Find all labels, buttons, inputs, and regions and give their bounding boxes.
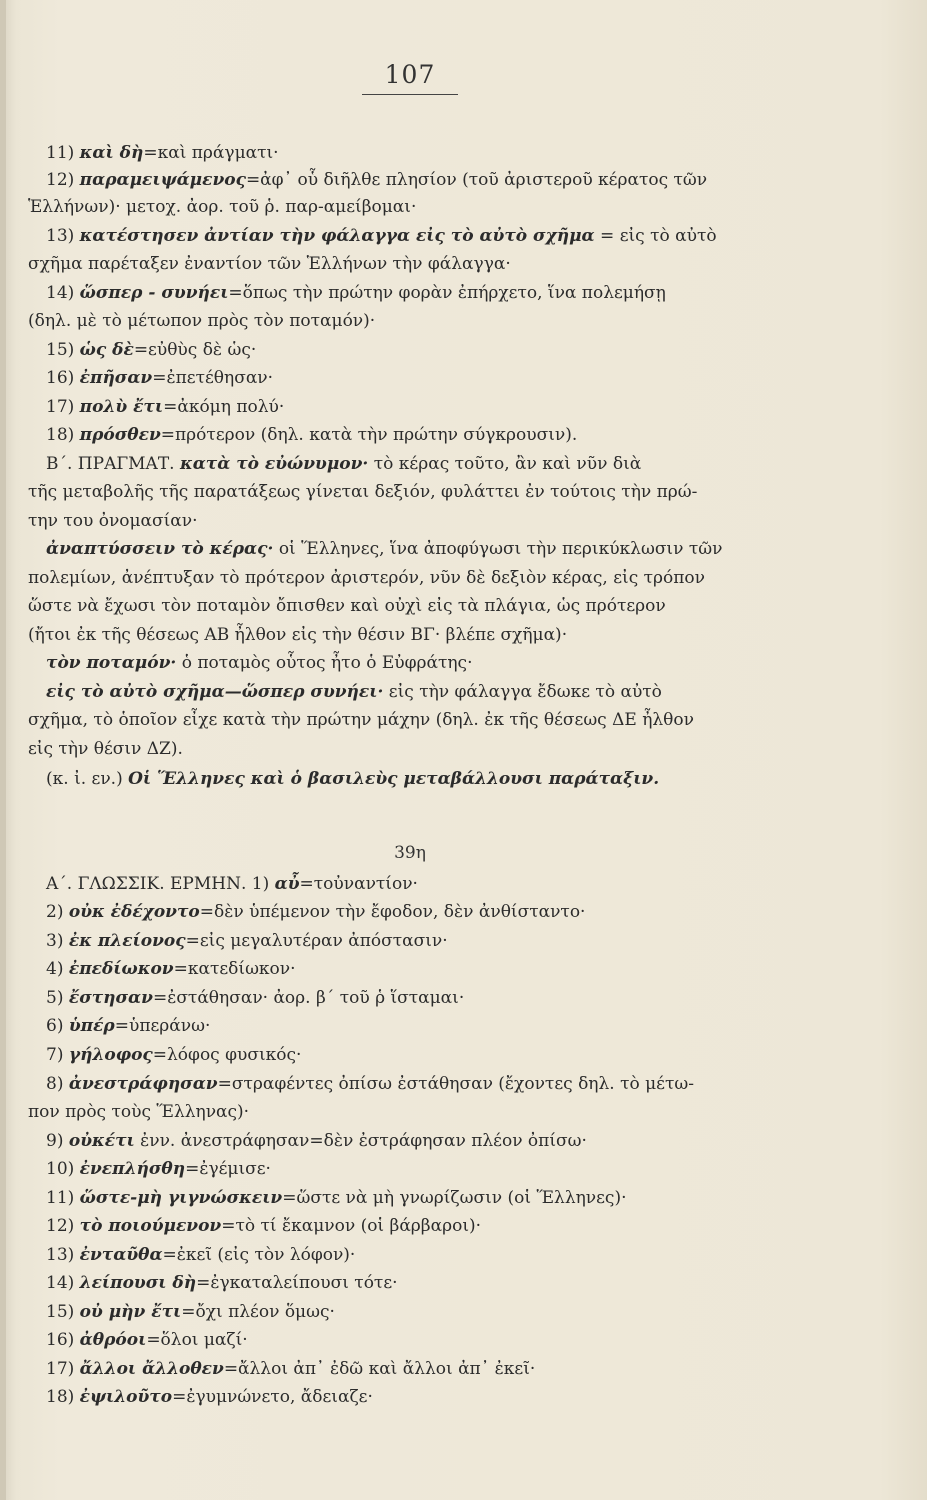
gloss-line: 18) ἐψιλοῦτο=ἐγυμνώνετο, ἄδειαζε·	[46, 1387, 373, 1407]
section-b-line: ὥστε νὰ ἔχωσι τὸν ποταμὸν ὄπισθεν καὶ οὐχὶ εἰς τὰ πλάγια, ὡς πρότερον	[28, 596, 666, 616]
section-b-line: τὸν ποταμόν· ὁ ποταμὸς οὗτος ἦτο ὁ Εὐφράτης·	[46, 653, 473, 673]
gloss-line: 16) ἀθρόοι=ὅλοι μαζί·	[46, 1330, 248, 1350]
section-b-heading: (κ. ἰ. εν.) Οἱ Ἕλληνες καὶ ὁ βασιλεὺς μεταβάλλουσι παράταξιν.	[46, 769, 660, 789]
gloss-line: 16) ἐπῆσαν=ἐπετέθησαν·	[46, 368, 274, 388]
gloss-line: πον πρὸς τοὺς Ἕλληνας)·	[28, 1102, 250, 1122]
gloss-line: 9) οὐκέτι ἐνν. ἀνεστράφησαν=δὲν ἐστράφησαν πλέον ὀπίσω·	[46, 1131, 587, 1151]
gloss-line: (δηλ. μὲ τὸ μέτωπον πρὸς τὸν ποταμόν)·	[28, 311, 376, 331]
section-b-line: σχῆμα, τὸ ὁποῖον εἶχε κατὰ τὴν πρώτην μάχην (δηλ. ἐκ τῆς θέσεως ΔΕ ἦλθον	[28, 710, 694, 730]
section-b-line: πολεμίων, ἀνέπτυξαν τὸ πρότερον ἀριστερόν, νῦν δὲ δεξιὸν κέρας, εἰς τρόπον	[28, 568, 705, 588]
page-number: 107	[384, 60, 436, 89]
section-b-line: την του ὀνομασίαν·	[28, 511, 198, 531]
gloss-line: 6) ὑπέρ=ὑπεράνω·	[46, 1016, 211, 1036]
page-number-underline	[362, 94, 458, 95]
section-b-line: ἀναπτύσσειν τὸ κέρας· οἱ Ἕλληνες, ἵνα ἀποφύγωσι τὴν περικύκλωσιν τῶν	[46, 539, 723, 559]
section-b-line: τῆς μεταβολῆς τῆς παρατάξεως γίνεται δεξιόν, φυλάττει ἐν τούτοις τὴν πρώ-	[28, 482, 698, 502]
gloss-line: 12) παραμειψάμενος=ἀφ᾿ οὗ διῆλθε πλησίον (τοῦ ἀριστεροῦ κέρατος τῶν	[46, 170, 708, 190]
section-b-line: εἰς τὸ αὐτὸ σχῆμα—ὥσπερ συνήει· εἰς τὴν φάλαγγα ἔδωκε τὸ αὐτὸ	[46, 682, 662, 702]
gloss-line: Ἑλλήνων)· μετοχ. ἀορ. τοῦ ῥ. παρ-αμείβομαι·	[28, 197, 417, 217]
gloss-line: 10) ἐνεπλήσθη=ἐγέμισε·	[46, 1159, 271, 1179]
gloss-line: 12) τὸ ποιούμενον=τὸ τί ἔκαμνον (οἱ βάρβαροι)·	[46, 1216, 482, 1236]
gloss-line: Α΄. ΓΛΩΣΣΙΚ. ΕΡΜΗΝ. 1) αὖ=τοὐναντίον·	[46, 874, 418, 894]
section-b-line: Β΄. ΠΡΑΓΜΑΤ. κατὰ τὸ εὐώνυμον· τὸ κέρας τοῦτο, ἂν καὶ νῦν διὰ	[46, 454, 642, 474]
page-gutter-edge	[0, 0, 6, 1500]
section-b-line: εἰς τὴν θέσιν ΔΖ).	[28, 739, 183, 759]
gloss-line: 18) πρόσθεν=πρότερον (δηλ. κατὰ τὴν πρώτην σύγκρουσιν).	[46, 425, 578, 445]
gloss-line: 8) ἀνεστράφησαν=στραφέντες ὀπίσω ἐστάθησαν (ἔχοντες δηλ. τὸ μέτω-	[46, 1074, 694, 1094]
gloss-line: 17) ἄλλοι ἄλλοθεν=ἄλλοι ἀπ᾿ ἐδῶ καὶ ἄλλοι ἀπ᾿ ἐκεῖ·	[46, 1359, 536, 1379]
gloss-line: 13) ἐνταῦθα=ἐκεῖ (εἰς τὸν λόφον)·	[46, 1245, 356, 1265]
gloss-line: 15) οὐ μὴν ἔτι=ὄχι πλέον ὅμως·	[46, 1302, 335, 1322]
section-b-line: (ἤτοι ἐκ τῆς θέσεως ΑΒ ἦλθον εἰς τὴν θέσιν ΒΓ· βλέπε σχῆμα)·	[28, 625, 568, 645]
gloss-line: 2) οὐκ ἐδέχοντο=δὲν ὑπέμενον τὴν ἔφοδον, δὲν ἀνθίσταντο·	[46, 902, 586, 922]
gloss-line: 11) ὥστε-μὴ γιγνώσκειν=ὥστε νὰ μὴ γνωρίζωσιν (οἱ Ἕλληνες)·	[46, 1188, 627, 1208]
gloss-line: 11) καὶ δὴ=καὶ πράγματι·	[46, 143, 279, 163]
gloss-line: 14) ὥσπερ - συνήει=ὅπως τὴν πρώτην φορὰν ἐπήρχετο, ἵνα πολεμήσῃ	[46, 283, 666, 303]
gloss-line: σχῆμα παρέταξεν ἐναντίον τῶν Ἑλλήνων τὴν φάλαγγα·	[28, 254, 511, 274]
chapter-marker: 39η	[394, 843, 426, 863]
gloss-line: 13) κατέστησεν ἀντίαν τὴν φάλαγγα εἰς τὸ αὐτὸ σχῆμα = εἰς τὸ αὐτὸ	[46, 226, 717, 246]
gloss-line: 7) γήλοφος=λόφος φυσικός·	[46, 1045, 302, 1065]
gloss-line: 15) ὡς δὲ=εὐθὺς δὲ ὡς·	[46, 340, 257, 360]
gloss-line: 14) λείπουσι δὴ=ἐγκαταλείπουσι τότε·	[46, 1273, 398, 1293]
gloss-line: 5) ἔστησαν=ἐστάθησαν· ἀορ. β΄ τοῦ ῥ ἵσταμαι·	[46, 988, 465, 1008]
gloss-line: 4) ἐπεδίωκον=κατεδίωκον·	[46, 959, 296, 979]
gloss-line: 3) ἐκ πλείονος=εἰς μεγαλυτέραν ἀπόστασιν·	[46, 931, 448, 951]
gloss-line: 17) πολὺ ἔτι=ἀκόμη πολύ·	[46, 397, 285, 417]
